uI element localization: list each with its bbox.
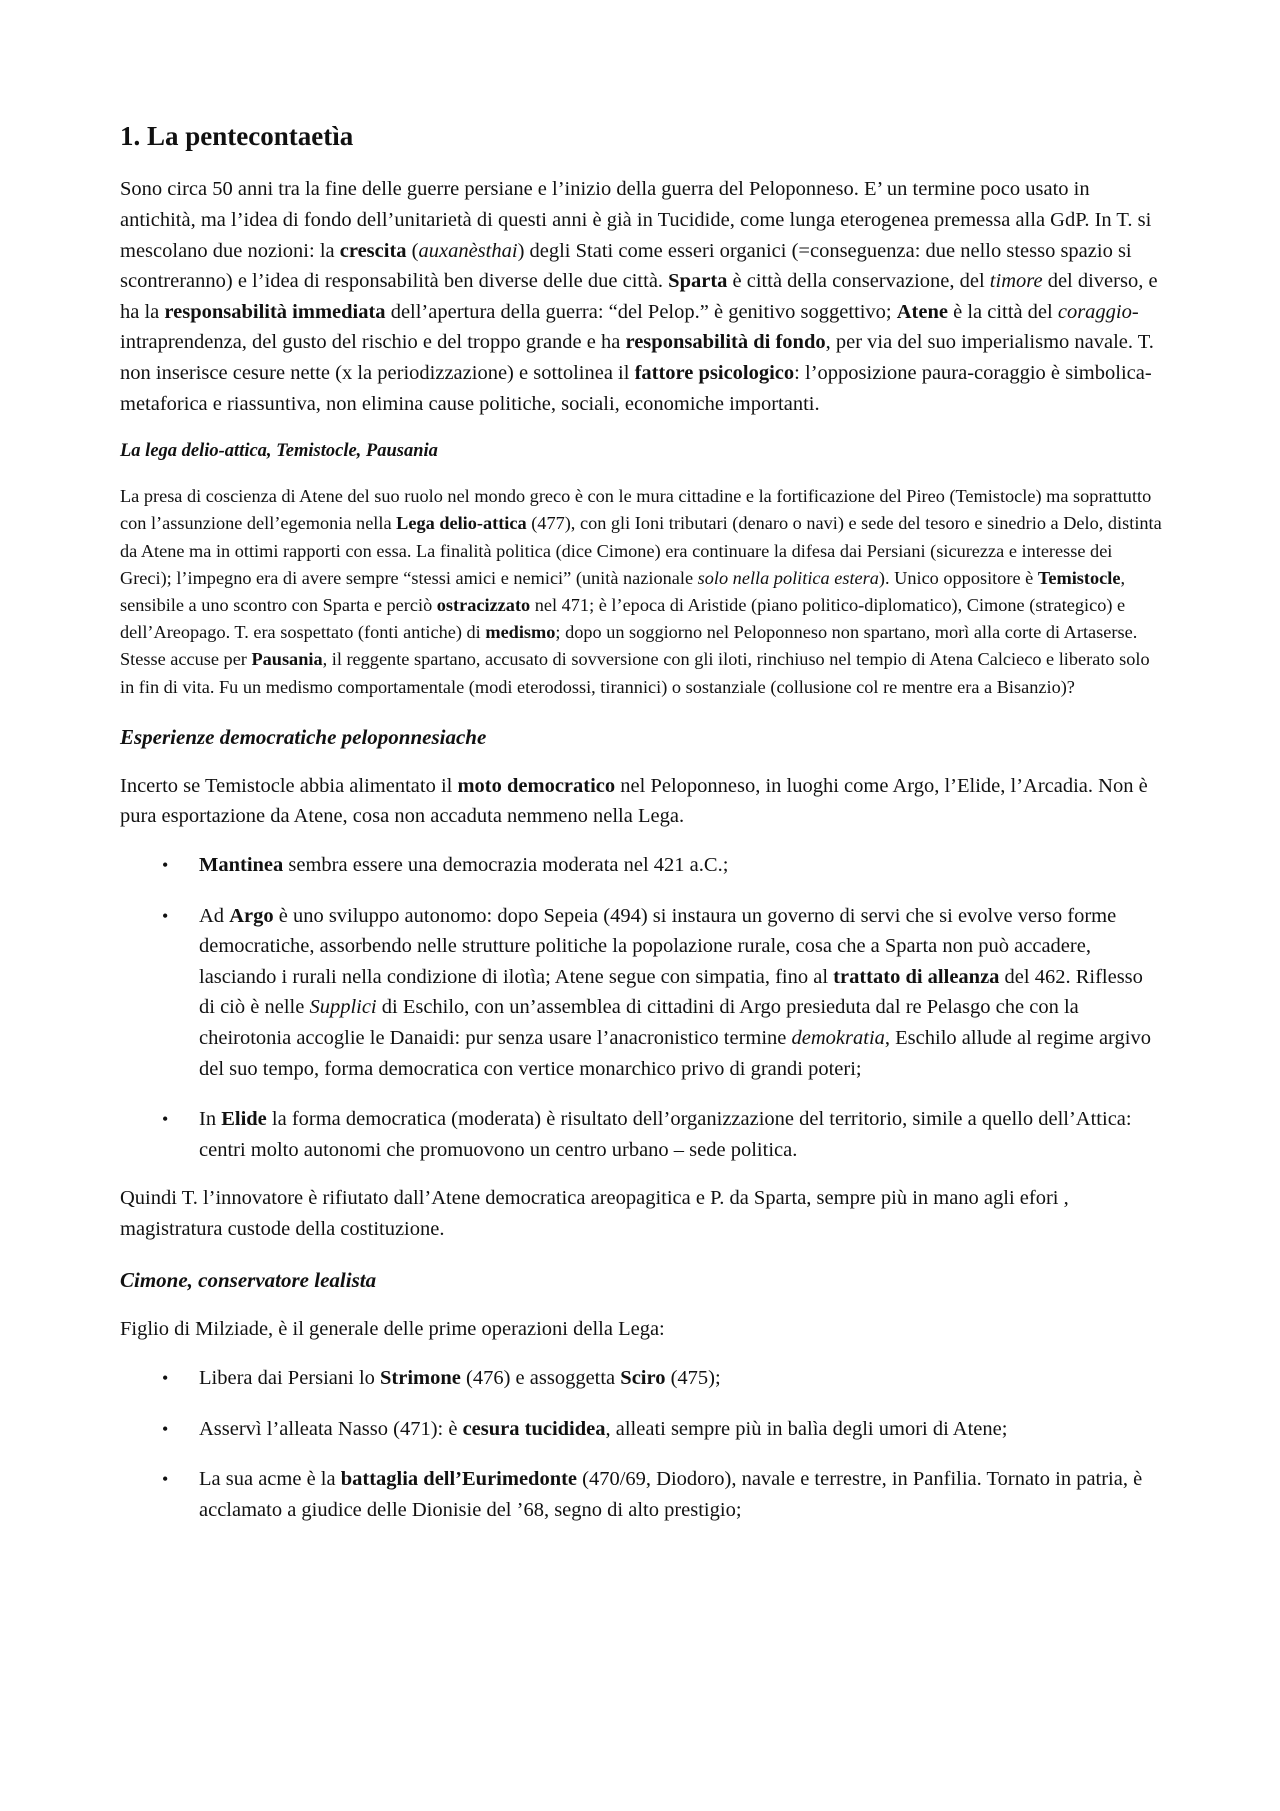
list-item: • Mantinea sembra essere una democrazia moderata nel 421 a.C.; — [120, 850, 1162, 881]
section-title: 1. La pentecontaetìa — [120, 121, 354, 151]
cimone-intro: Figlio di Milziade, è il generale delle prime operazioni della Lega: — [120, 1318, 665, 1341]
bullet-icon: • — [162, 1469, 169, 1490]
bullet-icon: • — [162, 905, 169, 926]
bullet-icon: • — [162, 1368, 169, 1389]
bullet-icon: • — [162, 854, 169, 875]
esperienze-list — [120, 850, 1162, 1165]
bullet-icon: • — [162, 1418, 169, 1439]
cimone-list — [120, 1363, 1162, 1525]
list-item: • Libera dai Persiani lo Strimone (476) e assoggetta Sciro (475); — [120, 1363, 1162, 1394]
list-item: • Ad Argo è uno sviluppo autonomo: dopo Sepeia (494) si instaura un governo di servi che si evolve verso forme democratiche, assorbendo nelle strutture politiche la popolazione rurale, cosa che a Sparta non può accadere, lasciando i rurali nella condizione di ilotìa; Atene segue con simpatia, fino al trattato di alleanza del 462. Riflesso di ciò è nelle Supplici di Eschilo, con un’assemblea di cittadini di Argo presieduta dal re Pelasgo che con la cheirotonia accoglie le Danaidi: pur senza usare l’anacronistico termine demokratia, Eschilo allude al regime argivo del suo tempo, forma democratica con vertice monarchico privo di grandi poteri; — [120, 901, 1162, 1085]
esperienze-intro: Incerto se Temistocle abbia alimentato il moto democratico nel Peloponneso, in luoghi come Argo, l’Elide, l’Arcadia. Non è pura esportazione da Atene, cosa non accaduta nemmeno nella Lega. — [120, 774, 1148, 828]
list-item: • Asservì l’alleata Nasso (471): è cesura tucididea, alleati sempre più in balìa degli umori di Atene; — [120, 1414, 1162, 1445]
list-item: • In Elide la forma democratica (moderata) è risultato dell’organizzazione del territorio, simile a quello dell’Attica: centri molto autonomi che promuovono un centro urbano – sede politica. — [120, 1104, 1162, 1165]
bullet-icon: • — [162, 1109, 169, 1130]
list-item: • La sua acme è la battaglia dell’Eurimedonte (470/69, Diodoro), navale e terrestre, in Panfilia. Tornato in patria, è acclamato a giudice delle Dionisie del ’68, segno di alto prestigio; — [120, 1464, 1162, 1525]
cimone-heading: Cimone, conservatore lealista — [120, 1268, 377, 1293]
intro-paragraph: Sono circa 50 anni tra la fine delle guerre persiane e l’inizio della guerra del Peloponneso. E’ un termine poco usato in antichità, ma l’idea di fondo dell’unitarietà di questi anni è già in Tucidide, come lunga eterogenea premessa alla GdP. In T. si mescolano due nozioni: la crescita (auxanèsthai) degli Stati come esseri organici (=conseguenza: due nello stesso spazio si scontreranno) e l’idea di responsabilità ben diverse delle due città. Sparta è città della conservazione, del timore del diverso, e ha la responsabilità immediata dell’apertura della guerra: “del Pelop.” è genitivo soggettivo; Atene è la città del coraggio-intraprendenza, del gusto del rischio e del troppo grande e ha responsabilità di fondo, per via del suo imperialismo navale. T. non inserisce cesure nette (x la periodizzazione) e sottolinea il fattore psicologico: l’opposizione paura-coraggio è simbolica-metaforica e riassuntiva, non elimina cause politiche, sociali, economiche importanti. — [120, 178, 1158, 415]
lega-heading: La lega delio-attica, Temistocle, Pausania — [120, 441, 438, 462]
esperienze-heading: Esperienze democratiche peloponnesiache — [120, 724, 487, 749]
esperienze-outro: Quindi T. l’innovatore è rifiutato dall’Atene democratica areopagitica e P. da Sparta, sempre più in mano agli efori , magistratura custode della costituzione. — [120, 1187, 1069, 1240]
lega-paragraph: La presa di coscienza di Atene del suo ruolo nel mondo greco è con le mura cittadine e la fortificazione del Pireo (Temistocle) ma soprattutto con l’assunzione dell’egemonia nella Lega delio-attica (477), con gli Ioni tributari (denaro o navi) e sede del tesoro e sinedrio a Delo, distinta da Atene ma in ottimi rapporti con essa. La finalità politica (dice Cimone) era continuare la difesa dai Persiani (sicurezza e interesse dei Greci); l’impegno era di avere sempre “stessi amici e nemici” (unità nazionale solo nella politica estera). Unico oppositore è Temistocle, sensibile a uno scontro con Sparta e perciò ostracizzato nel 471; è l’epoca di Aristide (piano politico-diplomatico), Cimone (strategico) e dell’Areopago. T. era sospettato (fonti antiche) di medismo; dopo un soggiorno nel Peloponneso non spartano, morì alla corte di Artaserse. Stesse accuse per Pausania, il reggente spartano, accusato di sovversione con gli iloti, rinchiuso nel tempio di Atena Calcieco e liberato solo in fin di vita. Fu un medismo comportamentale (modi eterodossi, tirannici) o sostanziale (collusione col re mentre era a Bisanzio)? — [120, 486, 1162, 697]
